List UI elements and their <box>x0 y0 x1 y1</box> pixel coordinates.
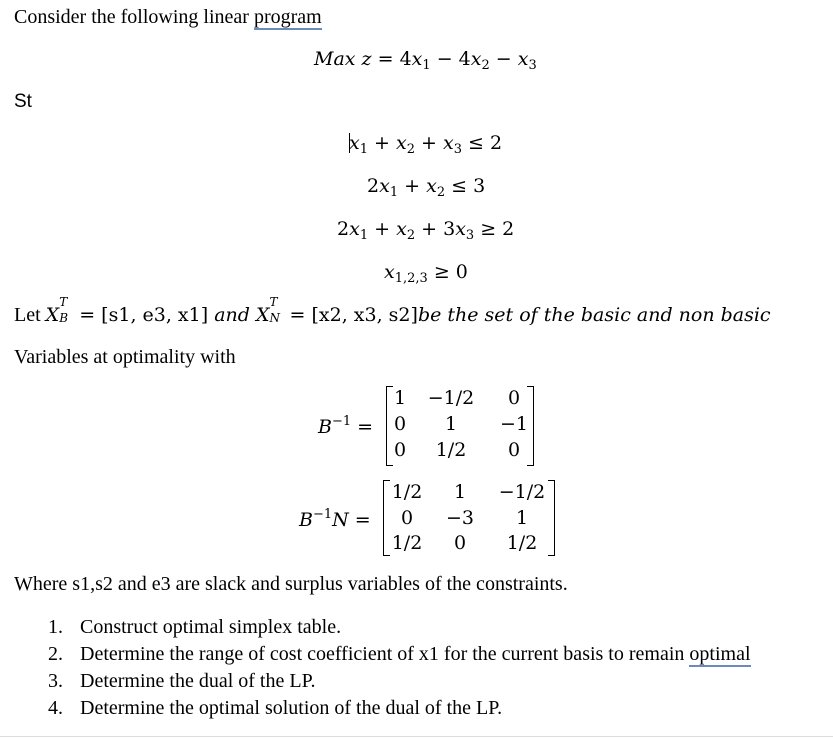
where-line: Where s1,s2 and e3 are slack and surplus variables of the constraints. <box>14 573 568 595</box>
let-line: Let X T B = [s1, e3, x1] and X T N = [x2, x3, s2]be the set of the basic and non basic <box>14 295 771 326</box>
objective-label: Max z <box>314 48 372 70</box>
intro-prefix: Consider the following linear <box>14 6 254 28</box>
page-bottom-divider <box>0 736 833 737</box>
xn-symbol: X <box>255 304 270 326</box>
question-number: 4. <box>48 697 63 719</box>
matrix-cell: −1 <box>499 413 528 435</box>
matrix-cell: 1/2 <box>435 439 467 461</box>
question-underlined-word: optimal <box>689 643 751 665</box>
and-word: and <box>214 304 256 326</box>
binv-label: $B^{-1}$ = <box>318 414 374 438</box>
st-label: St <box>14 91 32 112</box>
constraint-3: $2x_1 + x_2 + 3x_3 \ge 2$ <box>337 218 515 243</box>
matrix-cell: −3 <box>445 507 474 529</box>
let-rest: be the set of the basic and non basic <box>417 304 771 326</box>
matrix-cell: 0 <box>453 532 467 554</box>
matrix-cell: 1/2 <box>506 532 538 554</box>
basic-set: = [s1, e3, x1] <box>73 304 215 326</box>
matrix-cell: 1/2 <box>391 532 423 554</box>
matrix-cell: −1/2 <box>427 387 475 409</box>
matrix-cell: 1/2 <box>391 481 423 503</box>
matrix-cell: 1 <box>515 507 529 529</box>
matrix-cell: 1 <box>444 413 458 435</box>
binvn-label: $B^{-1}N$ = <box>299 507 371 531</box>
let-word: Let <box>14 304 46 326</box>
matrix-cell: 0 <box>393 413 407 435</box>
objective-function <box>314 48 537 73</box>
matrix-cell: 0 <box>507 439 521 461</box>
matrix-cell: 0 <box>507 387 521 409</box>
question-number: 2. <box>48 643 63 665</box>
matrix-cell: 0 <box>400 507 414 529</box>
matrix-cell: 0 <box>393 439 407 461</box>
variables-line: Variables at optimality with <box>14 346 236 368</box>
intro-underlined-word: program <box>253 6 322 28</box>
constraint-2: $2x_1 + x_2 \le 3$ <box>367 175 486 200</box>
question-text: Determine the range of cost coefficient of x1 for the current basis to remain optimal <box>80 643 751 665</box>
question-text: Determine the dual of the LP. <box>80 670 316 692</box>
objective-expr: = $4x_1 - 4x_2 - x_3$ <box>377 48 537 73</box>
intro-line <box>14 6 322 29</box>
question-text: Determine the optimal solution of the dual of the LP. <box>80 697 503 719</box>
matrix-cell: −1/2 <box>498 481 546 503</box>
nonbasic-set: = [x2, x3, s2] <box>283 304 418 326</box>
xb-symbol: X <box>45 304 60 326</box>
question-number: 3. <box>48 670 63 692</box>
question-text: Construct optimal simplex table. <box>80 616 342 638</box>
question-number: 1. <box>48 616 63 638</box>
matrix-cell: 1 <box>453 481 467 503</box>
matrix-cell: 1 <box>393 387 407 409</box>
constraint-1: $x_1 + x_2 + x_3 \le 2$ <box>349 132 503 157</box>
constraint-nonneg: $x_{1,2,3} \ge 0$ <box>384 261 468 286</box>
